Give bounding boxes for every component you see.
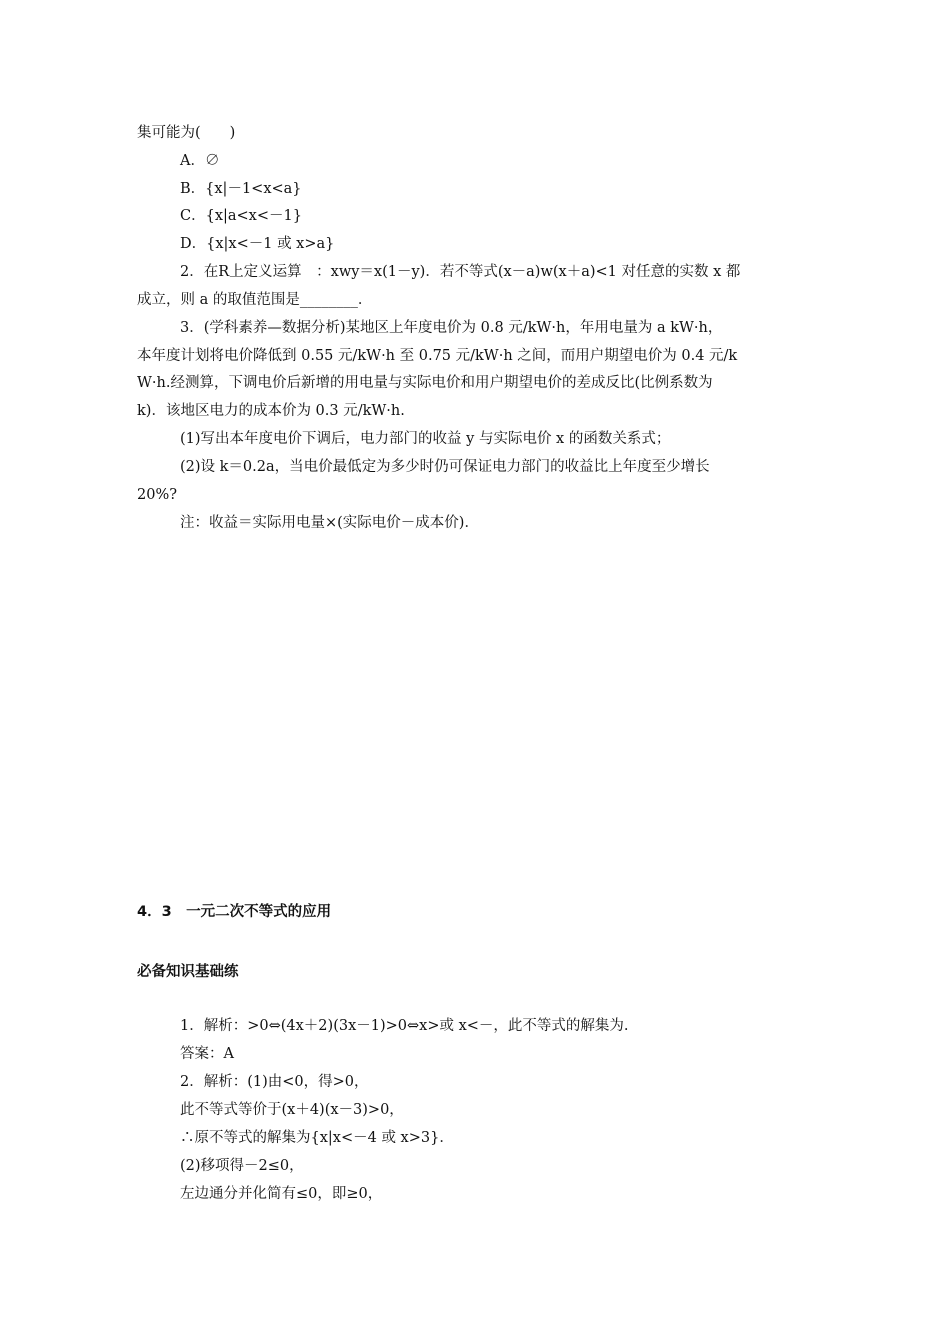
question-3-line-2: 本年度计划将电价降低到 0.55 元/kW·h 至 0.75 元/kW·h 之间，而用户期望电价为 0.4 元/k	[137, 348, 738, 364]
question-3-part-1: (1)写出本年度电价下调后，电力部门的收益 y 与实际电价 x 的函数关系式；	[180, 431, 671, 447]
question-3-line-3: W·h.经测算，下调电价后新增的用电量与实际电价和用户期望电价的差成反比(比例系数为	[137, 375, 713, 391]
question-3-part-2-line-1: (2)设 k＝0.2a，当电价最低定为多少时仍可保证电力部门的收益比上年度至少增长	[180, 459, 710, 475]
option-b: B．{x|－1<x<a}	[180, 181, 302, 197]
question-2-line-2: 成立，则 a 的取值范围是________．	[137, 292, 373, 308]
answer-2-line-2: 此不等式等价于(x＋4)(x－3)>0，	[180, 1102, 404, 1118]
question-3-note: 注：收益＝实际用电量×(实际电价－成本价)．	[180, 515, 479, 531]
answer-2-line-3: ∴原不等式的解集为{x|x<－4 或 x>3}．	[180, 1130, 454, 1146]
question-2-line-1: 2．在R上定义运算 ：xwy＝x(1－y)．若不等式(x－a)w(x＋a)<1 对任意的实数 x 都	[180, 264, 741, 280]
question-3-line-1: 3．(学科素养—数据分析)某地区上年度电价为 0.8 元/kW·h，年用电量为 a kW·h，	[180, 320, 723, 336]
answer-1-result: 答案：A	[180, 1046, 234, 1062]
question-3-line-4: k)．该地区电力的成本价为 0.3 元/kW·h.	[137, 403, 405, 419]
question-3-part-2-line-2: 20%?	[137, 487, 178, 503]
answer-1-analysis: 1．解析：>0⇔(4x＋2)(3x－1)>0⇔x>或 x<－，此不等式的解集为.	[180, 1018, 629, 1034]
section-title: 4．3 一元二次不等式的应用	[137, 904, 332, 920]
answer-2-line-1: 2．解析：(1)由<0，得>0，	[180, 1074, 369, 1090]
option-d: D．{x|x<－1 或 x>a}	[180, 236, 335, 252]
answer-2-line-4: (2)移项得－2≤0，	[180, 1158, 304, 1174]
option-c: C．{x|a<x<－1}	[180, 208, 302, 224]
option-a: A．∅	[180, 153, 220, 169]
question-1-continuation: 集可能为( )	[137, 125, 236, 141]
section-subtitle: 必备知识基础练	[137, 964, 239, 980]
answer-2-line-5: 左边通分并化简有≤0，即≥0，	[180, 1186, 383, 1202]
